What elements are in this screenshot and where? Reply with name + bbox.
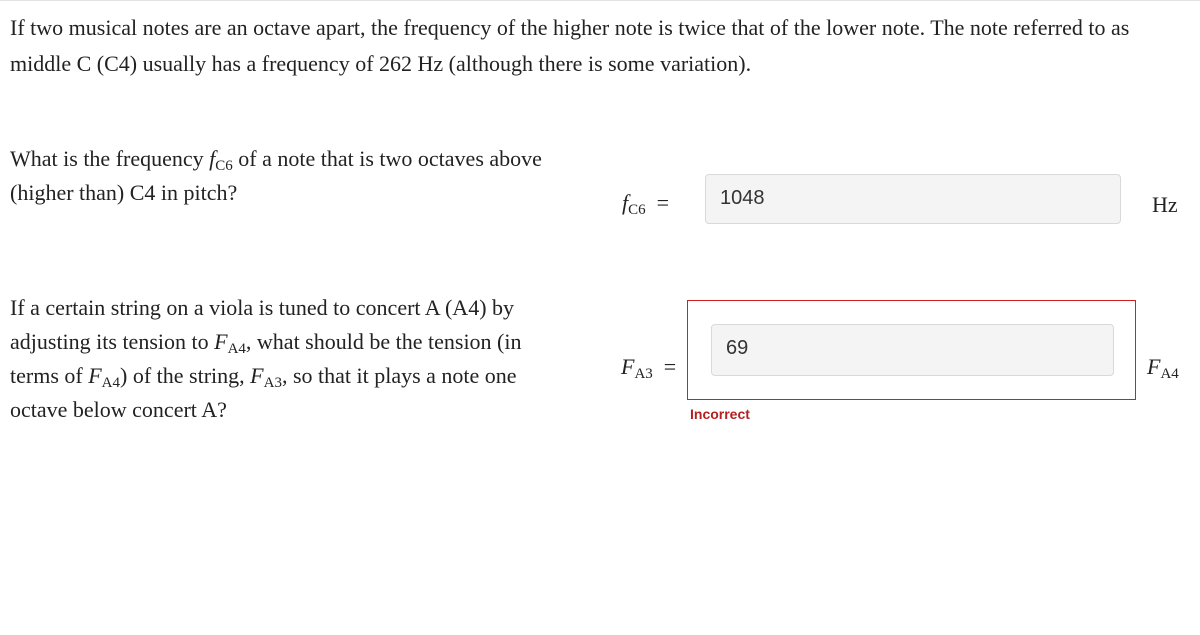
answer-2-input[interactable]: 69 [711,324,1114,376]
answer-1-input[interactable]: 1048 [705,174,1121,224]
answer-1-unit: Hz [1152,192,1178,217]
problem-intro: If two musical notes are an octave apart, the frequency of the higher note is twice that of the lower note. The note referred to as middle C (C4) usually has a frequency of 262 Hz (although there is some variation). [10,15,1130,76]
answer-2-unit: $F_{A4}$ [1147,354,1179,382]
var-f: f [209,146,216,171]
question-2-text: If a certain string on a viola is tuned to concert A (A4) by adjusting its tension to $F_{A4}$, what should be the tension (in terms of $F_{A4}$) of the string, $F_{A3}$, so that it plays a note one octave below concert A? [10,295,522,422]
answer-2-label: $F_{A3}$ = [621,354,677,382]
answer-1-label: $f_{C6}$ = [622,190,670,218]
question-1-text: What is the frequency $f_{C6}$ of a note that is two octaves above (higher than) C4 in pitch? [10,146,542,205]
answer-2-feedback: Incorrect [690,406,750,422]
top-divider [0,0,1200,1]
